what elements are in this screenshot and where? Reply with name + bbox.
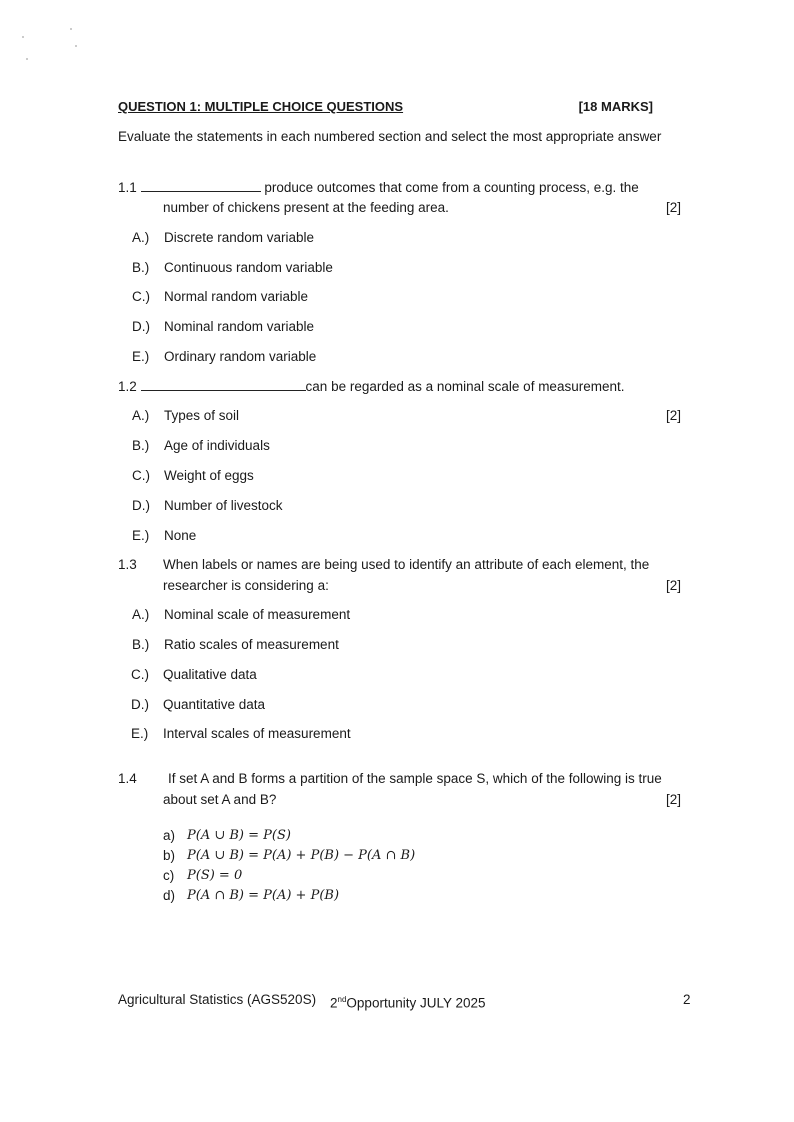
question-text: can be regarded as a nominal scale of measurement. — [305, 379, 625, 394]
option-letter: D.) — [131, 697, 149, 712]
heading-marks: [18 MARKS] — [578, 99, 653, 114]
option-text: Ratio scales of measurement — [164, 637, 339, 652]
option-letter: C.) — [132, 468, 150, 483]
option-text: None — [164, 528, 197, 543]
question-number: 1.2 — [118, 379, 137, 394]
option-text: Nominal random variable — [164, 319, 315, 334]
option-2-0[interactable] — [132, 408, 240, 424]
option-3-2[interactable] — [131, 667, 257, 683]
opp-text: Opportunity JULY 2025 — [346, 995, 486, 1011]
option-1-3[interactable] — [132, 319, 315, 335]
option-letter: B.) — [132, 637, 150, 652]
option-letter: B.) — [132, 260, 150, 275]
question-1-1 — [118, 179, 639, 196]
question-text-cont: researcher is considering a: — [163, 578, 329, 593]
option-letter: B.) — [132, 438, 150, 453]
option-text: Continuous random variable — [164, 260, 333, 275]
option-text: Discrete random variable — [164, 230, 315, 245]
answer-blank — [141, 378, 306, 391]
question-1-2 — [118, 378, 624, 395]
option-letter: A.) — [132, 607, 150, 622]
option-3-0[interactable] — [132, 607, 351, 623]
option-text: P(A ∩ B) = P(A) + P(B) — [187, 888, 340, 903]
option-letter: D.) — [132, 498, 150, 513]
option-1-2[interactable] — [132, 289, 309, 305]
footer-course: Agricultural Statistics (AGS520S) — [118, 992, 317, 1007]
option-text: Normal random variable — [164, 289, 309, 304]
opp-sup: nd — [337, 995, 347, 1004]
instruction: Evaluate the statements in each numbered section and select the most appropriate answer — [118, 129, 662, 144]
opp-number: 2 — [330, 995, 338, 1011]
footer-opportunity — [330, 992, 486, 1012]
question-marks: [2] — [666, 792, 682, 807]
option-1-0[interactable] — [132, 230, 315, 246]
question-heading — [118, 99, 653, 115]
option-letter: E.) — [132, 349, 150, 364]
option-3-1[interactable] — [132, 637, 339, 653]
option-text: P(S) = 0 — [187, 868, 243, 883]
option-text: Weight of eggs — [164, 468, 254, 483]
option-2-1[interactable] — [132, 438, 270, 454]
option-4-3[interactable] — [163, 888, 340, 904]
option-letter: a) — [163, 828, 176, 843]
option-4-2[interactable] — [163, 868, 243, 884]
option-2-4[interactable] — [132, 528, 197, 544]
question-marks: [2] — [666, 408, 682, 423]
page-number: 2 — [683, 992, 691, 1007]
heading-title: QUESTION 1: MULTIPLE CHOICE QUESTIONS — [118, 99, 404, 114]
option-3-3[interactable] — [131, 697, 266, 713]
option-1-1[interactable] — [132, 260, 333, 276]
option-text: P(A ∪ B) = P(A) + P(B) − P(A ∩ B) — [187, 848, 416, 863]
question-text: produce outcomes that come from a counting process, e.g. the — [264, 180, 639, 195]
question-number: 1.1 — [118, 180, 137, 195]
option-4-0[interactable] — [163, 828, 291, 844]
option-3-4[interactable] — [131, 726, 351, 742]
question-text-cont: about set A and B? — [163, 792, 277, 807]
option-text: Qualitative data — [163, 667, 257, 682]
option-letter: C.) — [131, 667, 149, 682]
answer-blank — [141, 179, 261, 192]
question-text-cont: number of chickens present at the feeding area. — [163, 200, 449, 215]
option-letter: C.) — [132, 289, 150, 304]
option-text: Interval scales of measurement — [163, 726, 351, 741]
question-text: When labels or names are being used to identify an attribute of each element, the — [163, 557, 650, 572]
option-text: Ordinary random variable — [164, 349, 317, 364]
question-marks: [2] — [666, 200, 682, 215]
option-2-3[interactable] — [132, 498, 283, 514]
question-text: If set A and B forms a partition of the sample space S, which of the following is true — [168, 771, 662, 786]
option-letter: E.) — [131, 726, 149, 741]
option-text: Quantitative data — [163, 697, 266, 712]
option-text: P(A ∪ B) = P(S) — [187, 828, 291, 843]
option-text: Nominal scale of measurement — [164, 607, 351, 622]
question-marks: [2] — [666, 578, 682, 593]
option-text: Number of livestock — [164, 498, 283, 513]
option-letter: E.) — [132, 528, 150, 543]
option-1-4[interactable] — [132, 349, 317, 365]
option-text: Age of individuals — [164, 438, 270, 453]
option-2-2[interactable] — [132, 468, 254, 484]
option-text: Types of soil — [164, 408, 240, 423]
question-number: 1.4 — [118, 771, 137, 786]
option-letter: d) — [163, 888, 176, 903]
option-4-1[interactable] — [163, 848, 416, 864]
option-letter: A.) — [132, 230, 150, 245]
option-letter: D.) — [132, 319, 150, 334]
option-letter: A.) — [132, 408, 150, 423]
option-letter: c) — [163, 868, 175, 883]
option-letter: b) — [163, 848, 176, 863]
question-number: 1.3 — [118, 557, 137, 572]
